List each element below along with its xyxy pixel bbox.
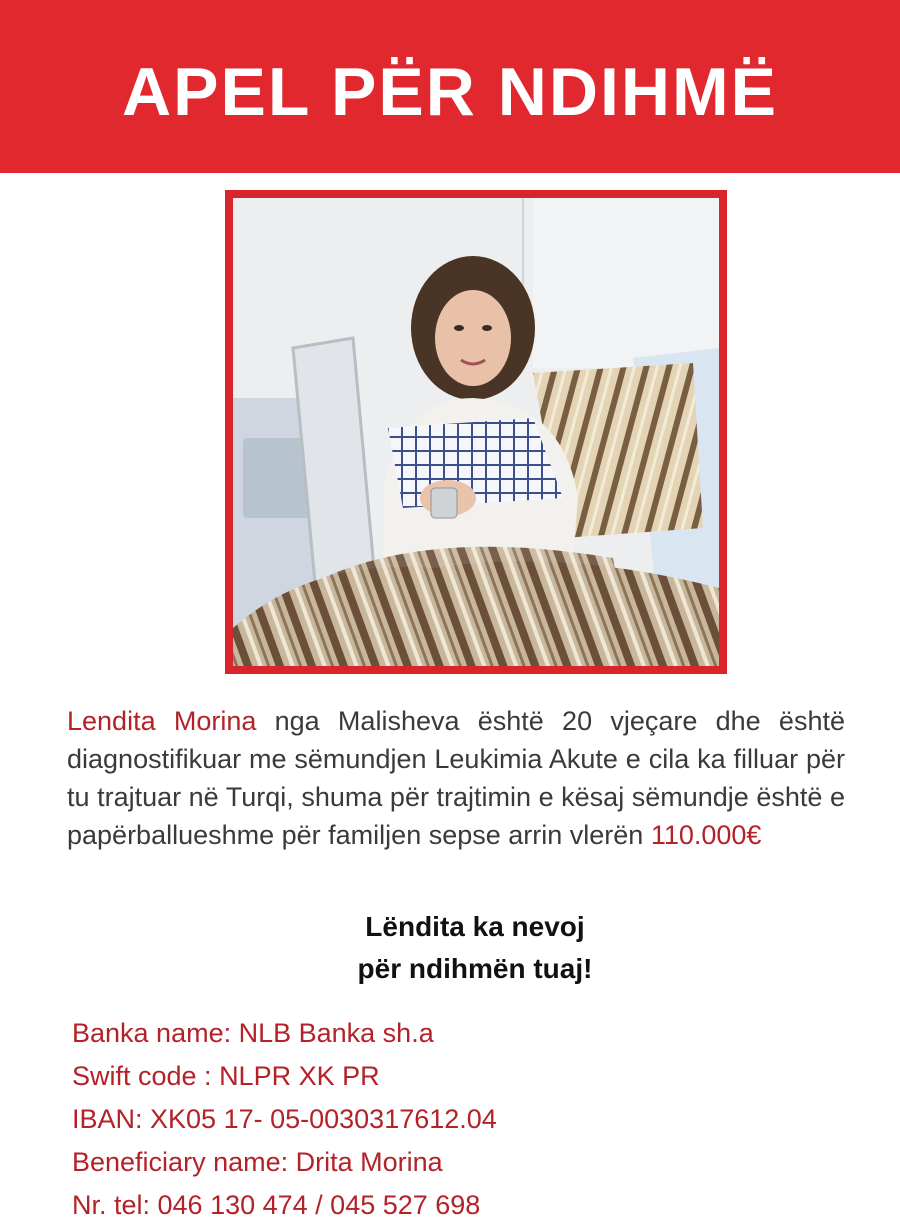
target-amount: 110.000€ [650,820,762,850]
hospital-bed-illustration [233,198,719,666]
patient-photo [233,198,719,666]
patient-name: Lendita Morina [67,706,257,736]
cta-line-2: për ndihmën tuaj! [357,953,593,984]
swift-code: Swift code : NLPR XK PR [72,1061,380,1091]
description-text: nga Malisheva është 20 vjeçare dhe është diagnostifikuar me sëmundjen Leukimia Akute e cila ka filluar për tu trajtuar në Turqi, shuma për trajtimin e kësaj sëmundje është e papërballueshme për familjen sepse arrin vlerën [67,706,845,850]
iban: IBAN: XK05 17- 05-0030317612.04 [72,1104,497,1134]
header-banner [0,0,900,173]
photo-frame [225,190,727,674]
call-to-action [0,906,900,990]
page-title: APEL PËR NDIHMË [122,53,778,130]
appeal-description [67,702,845,854]
cta-line-1: Lëndita ka nevoj [365,911,585,942]
beneficiary-name: Beneficiary name: Drita Morina [72,1147,443,1177]
bank-details [72,1012,872,1227]
bank-name: Banka name: NLB Banka sh.a [72,1018,434,1048]
phone-number: Nr. tel: 046 130 474 / 045 527 698 [72,1190,481,1220]
